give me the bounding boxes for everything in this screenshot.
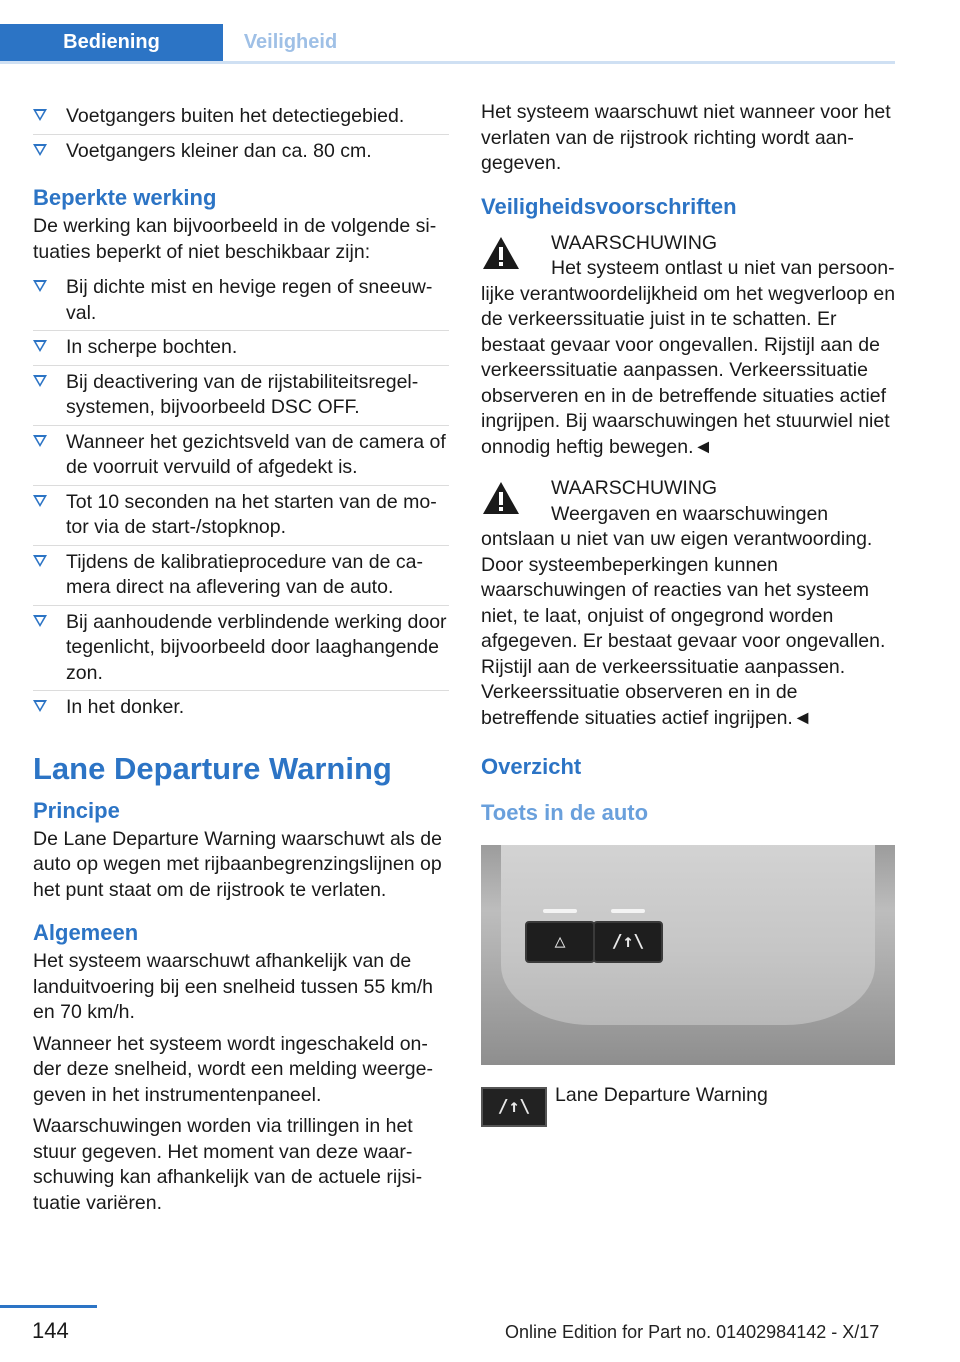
- triangle-bullet-icon: [33, 280, 47, 292]
- heading-principe: Principe: [33, 797, 120, 823]
- list-item: Tot 10 seconden na het starten van de motor via de start-/stopknop.: [33, 486, 449, 546]
- warning-label: WAARSCHUWING: [551, 231, 718, 254]
- warning-label: WAARSCHUWING: [551, 477, 718, 499]
- warning-block-2: [481, 476, 897, 731]
- list-item: Bij aanhoudende verblindende werking door tegenlicht, bijvoorbeeld door laaghangende zon.: [33, 606, 449, 692]
- heading-toets-in-de-auto: Toets in de auto: [481, 800, 649, 825]
- triangle-bullet-icon: [33, 144, 47, 156]
- triangle-bullet-icon: [33, 615, 47, 627]
- car-front-assist-icon: △: [525, 921, 595, 963]
- list-item: Wanneer het gezichtsveld van de camera of de voorruit vervuild of afgedekt is.: [33, 426, 449, 486]
- triangle-bullet-icon: [33, 340, 47, 352]
- tab-veiligheid[interactable]: Veiligheid: [243, 31, 338, 53]
- heading-lane-departure-warning: Lane Departure Warning: [33, 750, 392, 786]
- tab-bediening[interactable]: Bediening: [0, 24, 223, 61]
- list-item: In het donker.: [33, 691, 449, 725]
- warning-block-1: [481, 231, 897, 461]
- paragraph: Wanneer het systeem wordt ingeschakeld onder deze snelheid, wordt een melding weergegeven in het instrumentenpaneel.: [33, 1032, 433, 1106]
- list-item: Voetgangers buiten het detectiegebied.: [33, 100, 449, 135]
- chapter-tabs: [0, 24, 895, 61]
- triangle-bullet-icon: [33, 495, 47, 507]
- left-column: [33, 100, 449, 1222]
- triangle-bullet-icon: [33, 700, 47, 712]
- page-number: 144: [32, 1318, 69, 1343]
- heading-veiligheidsvoorschriften: Veiligheidsvoorschriften: [481, 193, 737, 219]
- right-column: [481, 100, 897, 1127]
- lane-departure-icon: /↑\: [593, 921, 663, 963]
- footer-accent-line: [0, 1305, 97, 1308]
- list-item: Bij dichte mist en hevige regen of sneeuwval.: [33, 271, 449, 331]
- warning-triangle-icon: [481, 235, 521, 271]
- heading-overzicht: Overzicht: [481, 754, 582, 779]
- paragraph: De werking kan bijvoorbeeld in de volgende situaties beperkt of niet beschikbaar zijn:: [33, 215, 437, 263]
- warning-text: Het systeem ontlast u niet van persoonlijke verantwoordelijkheid om het wegverloop en de verkeerssituatie juist in te schatten. Er bestaat gevaar voor ongevallen. Rijstijl aan de verkeerssituatie aanpassen. Verkeerssituatie observeren en in de betreffende situaties actief ingrijpen. Bij waarschuwingen het stuurwiel niet onnodig heftig bewegen.◄: [481, 257, 896, 458]
- beperkte-bullet-list: [33, 271, 449, 725]
- paragraph: Het systeem waarschuwt niet wanneer voor het verlaten van de rijstrook richting wordt aangegeven.: [481, 101, 891, 174]
- indicator-led: [611, 909, 645, 913]
- list-item: In scherpe bochten.: [33, 331, 449, 366]
- key-legend-row: [481, 1083, 897, 1127]
- list-item: Voetgangers kleiner dan ca. 80 cm.: [33, 135, 449, 169]
- button-panel-photo: [481, 845, 895, 1065]
- triangle-bullet-icon: [33, 435, 47, 447]
- paragraph: Het systeem waarschuwt afhankelijk van de landuitvoering bij een snelheid tussen 55 km/h en 70 km/h.: [33, 950, 434, 1023]
- indicator-led: [543, 909, 577, 913]
- triangle-bullet-icon: [33, 109, 47, 121]
- warning-triangle-icon: [481, 480, 521, 516]
- key-label: Lane Departure Warning: [555, 1084, 768, 1106]
- list-item: Tijdens de kalibratieprocedure van de camera direct na aflevering van de auto.: [33, 546, 449, 606]
- lane-departure-key-icon: /↑\: [481, 1087, 547, 1127]
- warning-text: Weergaven en waarschuwingen ontslaan u niet van uw eigen verantwoording. Door systeembeperkingen kunnen waarschuwingen of reacties van het systeem niet, te laat, onjuist of ongegrond worden afgegeven. Er bestaat gevaar voor ongevallen. Rijstijl aan de verkeerssituatie aanpassen. Verkeerssituatie observeren en in de betreffende situaties actief ingrijpen.◄: [481, 502, 886, 729]
- paragraph: De Lane Departure Warning waarschuwt als de auto op wegen met rijbaanbegrenzingslijnen op het punt staat om de rijstrook te verlaten.: [33, 827, 442, 901]
- triangle-bullet-icon: [33, 555, 47, 567]
- paragraph: Waarschuwingen worden via trillingen in het stuur gegeven. Het moment van deze waarschuwing kan afhankelijk van de actuele rijsituatie variëren.: [33, 1115, 423, 1214]
- tab-underline: [0, 61, 895, 64]
- intro-bullet-list: [33, 100, 449, 168]
- edition-footer: Online Edition for Part no. 01402984142 - X/17: [505, 1322, 880, 1342]
- heading-beperkte-werking: Beperkte werking: [33, 185, 217, 210]
- heading-algemeen: Algemeen: [33, 920, 139, 945]
- list-item: Bij deactivering van de rijstabiliteitsregelsystemen, bijvoorbeeld DSC OFF.: [33, 366, 449, 426]
- triangle-bullet-icon: [33, 375, 47, 387]
